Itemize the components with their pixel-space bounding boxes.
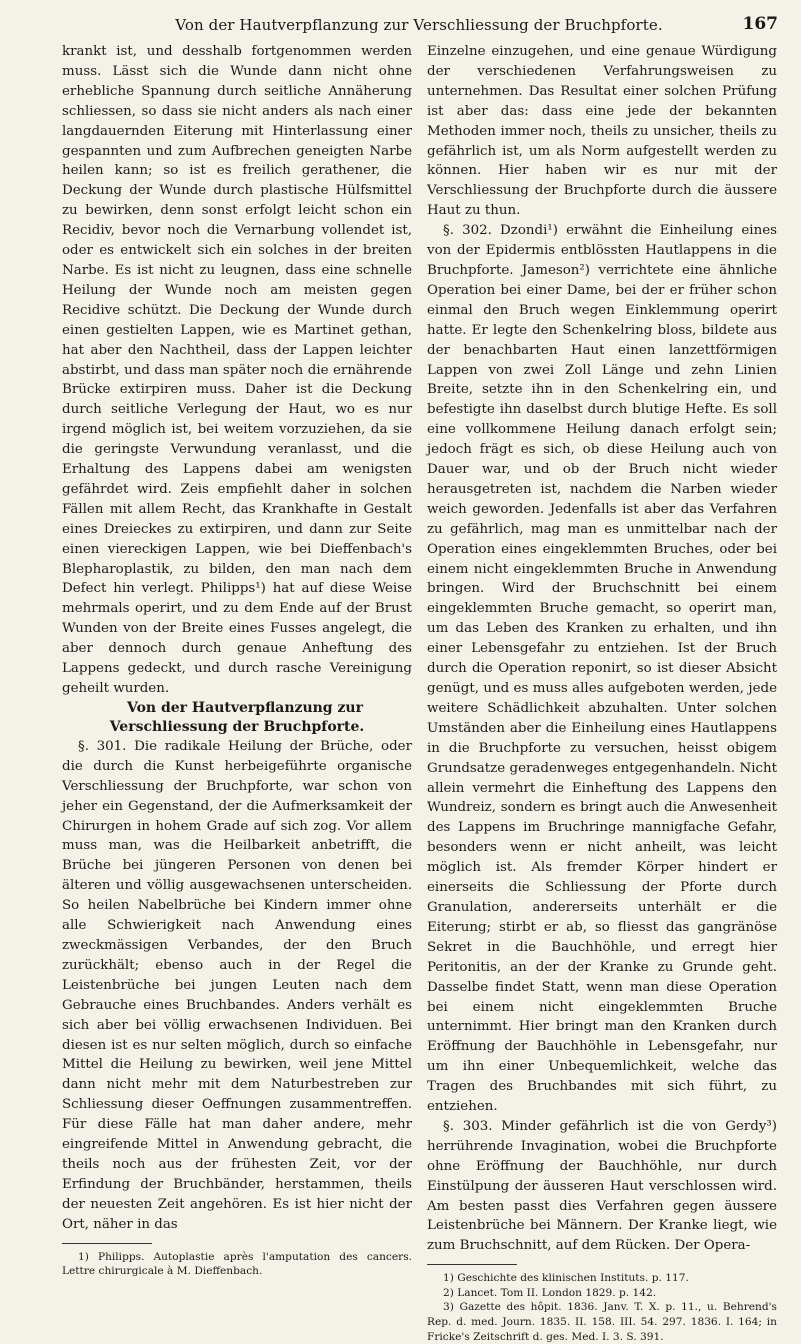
right-paragraph-3: §. 303. Minder gefährlich ist die von Gerdy³) herrührende Invagination, wobei die Bruchpforte ohne Eröffnung der Bauchhöhle, nur durch Einstülpung der äusseren Haut verschlossen wird. Am besten passt dies Verfahren gegen äussere Leistenbrüche bei Männern. Der Kranke liegt, wie zum Bruchschnitt, auf dem Rücken. Der Opera- (427, 1118, 777, 1254)
running-title: Von der Hautverpflanzung zur Verschliessung der Bruchpforte. (175, 16, 663, 34)
footnote-divider (62, 1243, 152, 1244)
left-column (62, 42, 412, 1279)
right-footnote-1: 1) Geschichte des klinischen Instituts. p. 117. (443, 1272, 689, 1285)
left-paragraph-1: krankt ist, und desshalb fortgenommen werden muss. Lässt sich die Wunde dann nicht ohne erhebliche Spannung durch seitliche Annäherung schliessen, so dass sie nicht anders als nach einer langdauernden Eiterung mit Hinterlassung einer gespannten und zum Aufbrechen geneigten Narbe heilen kann; so ist es freilich gerathener, die Deckung der Wunde durch plastische Hülfsmittel zu bewirken, denn sonst erfolgt leicht schon ein Recidiv, bevor noch die Vernarbung vollendet ist, oder es entwickelt sich ein solches in der breiten Narbe. Es ist nicht zu leugnen, dass eine schnelle Heilung der Wunde noch am meisten gegen Recidive schützt. Die Deckung der Wunde durch einen gestielten Lappen, wie es Martinet gethan, hat aber den Nachtheil, dass der Lappen leichter abstirbt, und dass man später noch die ernährende Brücke extirpiren muss. Daher ist die Deckung durch seitliche Verlegung der Haut, wo es nur irgend möglich ist, bei weitem vorzuziehen, da sie die geringste Verwundung veranlasst, und die Erhaltung des Lappens dabei am wenigsten gefährdet wird. Zeis empfiehlt daher in solchen Fällen mit allem Recht, das Krankhafte in Gestalt eines Dreieckes zu extirpiren, und dann zur Seite einen viereckigen Lappen, wie bei Dieffenbach's Blepharoplastik, zu bilden, den man nach dem Defect hin verlegt. Philipps¹) hat auf diese Weise mehrmals operirt, und zu dem Ende auf der Brust Wunden von der Breite eines Fusses angelegt, die aber dennoch durch genaue Anheftung des Lappens gedeckt, und durch rasche Vereinigung geheilt wurden. (62, 44, 412, 696)
left-paragraph-2: §. 301. Die radikale Heilung der Brüche, oder die durch die Kunst herbeigeführte organische Verschliessung der Bruchpforte, war schon von jeher ein Gegenstand, der die Aufmerksamkeit der Chirurgen in hohem Grade auf sich zog. Vor allem muss man, was die Heilbarkeit anbetrifft, die Brüche bei jüngeren Personen von denen bei älteren und völlig ausgewachsenen unterscheiden. So heilen Nabelbrüche bei Kindern immer ohne alle Schwierigkeit nach Anwendung eines zweckmässigen Verbandes, der den Bruch zurückhält; ebenso auch in der Regel die Leistenbrüche bei jungen Leuten nach dem Gebrauche eines Bruchbandes. Anders verhält es sich aber bei völlig erwachsenen Individuen. Bei diesen ist es nur selten möglich, durch so einfache Mittel die Heilung zu bewirken, weil jene Mittel dann nicht mehr mit dem Naturbestreben zur Schliessung dieser Oeffnungen zusammentreffen. Für diese Fälle hat man daher andere, mehr eingreifende Mittel in Anwendung gebracht, die theils noch aus der frühesten Zeit, vor der Erfindung der Bruchbänder, herstammen, theils der neuesten Zeit angehören. Es ist hier nicht der Ort, näher in das (62, 738, 412, 1232)
footnote-divider-right (427, 1264, 517, 1265)
right-footnote-3: 3) Gazette des hôpit. 1836. Janv. T. X. p. 11., u. Behrend's Rep. d. med. Journ. 1835. II. 158. III. 54. 297. 1836. I. 164; in Fricke's Zeitschrift d. ges. Med. I. 3. S. 391. (427, 1301, 777, 1343)
right-footnote-2: 2) Lancet. Tom II. London 1829. p. 142. (443, 1286, 657, 1299)
right-paragraph-1: Einzelne einzugehen, und eine genaue Würdigung der verschiedenen Verfahrungsweisen zu unternehmen. Das Resultat einer solchen Prüfung ist aber das: dass eine jede der bekannten Methoden immer noch, theils zu unsicher, theils zu gefährlich ist, um als Norm aufgestellt werden zu können. Hier haben wir es nur mit der Verschliessung der Bruchpforte durch die äussere Haut zu thun. (427, 44, 777, 219)
right-paragraph-2: §. 302. Dzondi¹) erwähnt die Einheilung eines von der Epidermis entblössten Hautlappens in die Bruchpforte. Jameson²) verrichtete eine ähnliche Operation bei einer Dame, bei der er früher schon einmal den Bruch wegen Einklemmung operirt hatte. Er legte den Schenkelring bloss, bildete aus der benachbarten Haut einen lanzettförmigen Lappen von zwei Zoll Länge und zehn Linien Breite, setzte ihn in den Schenkelring ein, und befestigte ihn daselbst durch blutige Hefte. Es soll eine vollkommene Heilung danach erfolgt sein; jedoch frägt es sich, ob diese Heilung auch von Dauer war, und ob der Bruch nicht wieder herausgetreten ist, nachdem die Narben wieder weich geworden. Jedenfalls ist aber das Verfahren zu gefährlich, mag man es unmittelbar nach der Operation eines eingeklemmten Bruches, oder bei einem nicht eingeklemmten Bruche in Anwendung bringen. Wird der Bruchschnitt bei einem eingeklemmten Bruche gemacht, so operirt man, um das Leben des Kranken zu erhalten, und ihn einer Lebensgefahr zu entziehen. Ist der Bruch durch die Operation reponirt, so ist dieser Absicht genügt, und es muss alles aufgeboten werden, jede weitere Schädlichkeit abzuhalten. Unter solchen Umständen aber die Einheilung eines Hautlappens in die Bruchpforte zu versuchen, heisst obigem Grundsatze geradenweges entgegenhandeln. Nicht allein vermehrt die Einheftung des Lappens den Wundreiz, sondern es bringt auch die Anwesenheit des Lappens im Bruchringe mannigfache Gefahr, besonders wenn er nicht anheilt, was leicht möglich ist. Als fremder Körper hindert er einerseits die Schliessung der Pforte durch Granulation, andererseits unterhält er die Eiterung; stirbt er ab, so fliesst das gangränöse Sekret in die Bauchhöhle, und erregt hier Peritonitis, an der der Kranke zu Grunde geht. Dasselbe findet Statt, wenn man diese Operation bei einem nicht eingeklemmten Bruche unternimmt. Hier bringt man den Kranken durch Eröffnung der Bauchhöhle in Lebensgefahr, nur um ihn einer Unbequemlichkeit, welche das Tragen des Bruchbandes mit sich führt, zu entziehen. (427, 223, 777, 1115)
right-column (427, 42, 777, 1344)
section-heading: Von der Hautverpflanzung zur Verschliessung der Bruchpforte. (109, 699, 365, 735)
page-number: 167 (742, 14, 778, 34)
page-header (60, 14, 778, 40)
left-footnote-1: 1) Philipps. Autoplastie après l'amputation des cancers. Lettre chirurgicale à M. Dieffenbach. (62, 1250, 412, 1278)
